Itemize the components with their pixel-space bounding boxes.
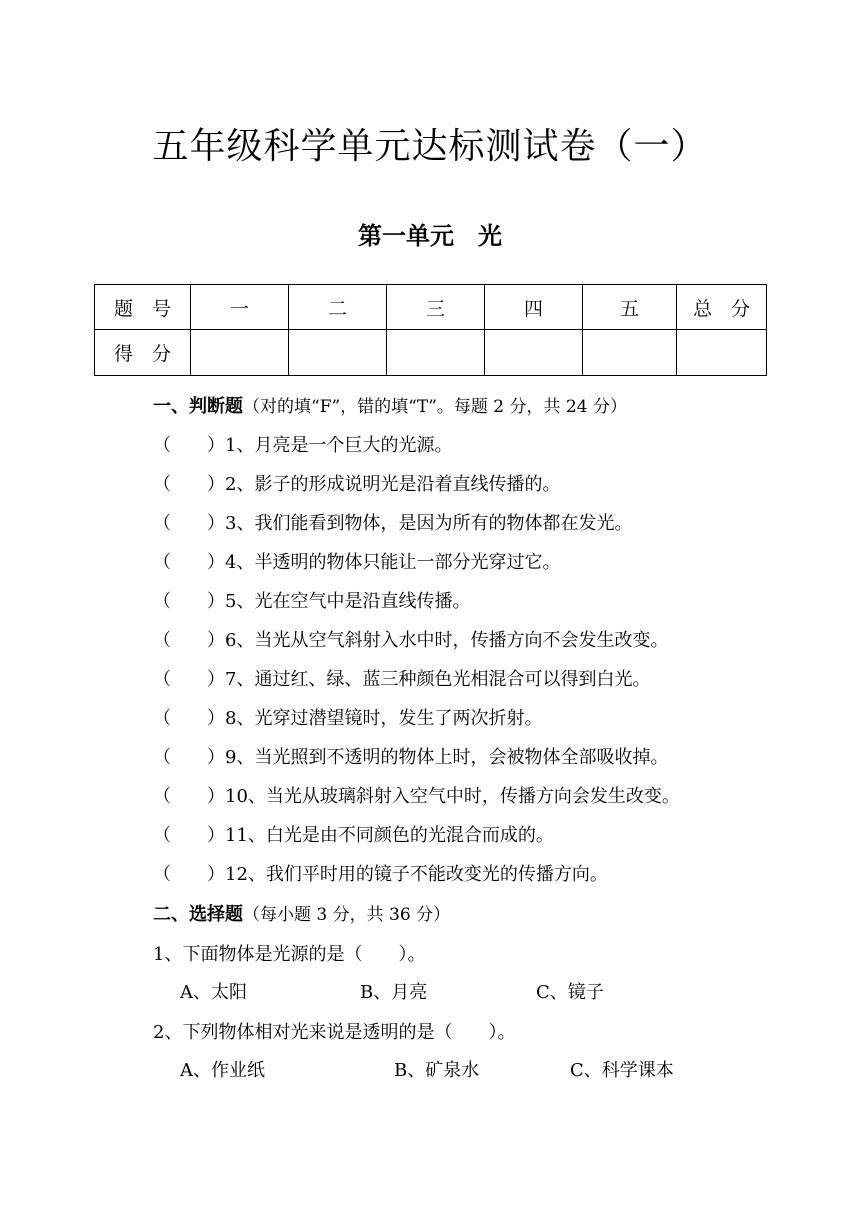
score-header-cell: 二	[289, 285, 387, 330]
page-title: 五年级科学单元达标测试卷（一）	[152, 126, 708, 167]
score-header-cell: 总 分	[677, 285, 767, 330]
score-header-cell: 一	[191, 285, 289, 330]
section1-note: （对的填“F”，错的填“T”。每题 2 分，共 24 分）	[243, 397, 627, 417]
score-entry-cell[interactable]	[583, 330, 677, 376]
mc-question-stem: 2、下列物体相对光来说是透明的是（ ）。	[153, 1022, 516, 1043]
score-table	[94, 284, 767, 376]
score-entry-cell[interactable]	[485, 330, 583, 376]
mc-option: B、月亮	[360, 982, 428, 1003]
section2-heading	[153, 900, 450, 926]
mc-option: C、镜子	[536, 982, 604, 1003]
section1-heading	[153, 392, 627, 418]
section2-title: 二、选择题	[153, 904, 243, 925]
section1-title: 一、判断题	[153, 396, 243, 417]
score-entry-cell[interactable]	[677, 330, 767, 376]
tf-question: （ ）10、当光从玻璃斜射入空气中时，传播方向会发生改变。	[153, 786, 680, 807]
mc-option: A、作业纸	[180, 1060, 265, 1081]
tf-question: （ ）12、我们平时用的镜子不能改变光的传播方向。	[153, 864, 608, 885]
score-entry-cell[interactable]	[289, 330, 387, 376]
tf-question: （ ）9、当光照到不透明的物体上时，会被物体全部吸收掉。	[153, 747, 669, 768]
score-entry-cell[interactable]	[191, 330, 289, 376]
mc-option: B、矿泉水	[394, 1060, 480, 1081]
score-header-cell: 三	[387, 285, 485, 330]
score-table-score-row	[95, 330, 767, 376]
mc-option: C、科学课本	[570, 1060, 674, 1081]
section2-note: （每小题 3 分，共 36 分）	[243, 905, 451, 925]
tf-question: （ ）2、影子的形成说明光是沿着直线传播的。	[153, 474, 561, 495]
tf-question: （ ）1、月亮是一个巨大的光源。	[153, 435, 453, 456]
score-row-label: 得 分	[95, 330, 191, 376]
tf-question: （ ）5、光在空气中是沿直线传播。	[153, 591, 471, 612]
tf-question: （ ）7、通过红、绿、蓝三种颜色光相混合可以得到白光。	[153, 669, 651, 690]
score-header-cell: 五	[583, 285, 677, 330]
mc-question-stem: 1、下面物体是光源的是（ ）。	[153, 944, 426, 965]
score-entry-cell[interactable]	[387, 330, 485, 376]
mc-option: A、太阳	[180, 982, 247, 1003]
unit-subtitle: 第一单元 光	[358, 222, 502, 250]
score-header-cell: 四	[485, 285, 583, 330]
score-header-cell: 题 号	[95, 285, 191, 330]
tf-question: （ ）8、光穿过潜望镜时，发生了两次折射。	[153, 708, 543, 729]
tf-question: （ ）4、半透明的物体只能让一部分光穿过它。	[153, 552, 561, 573]
tf-question: （ ）3、我们能看到物体，是因为所有的物体都在发光。	[153, 513, 633, 534]
score-table-header-row	[95, 285, 767, 330]
tf-question: （ ）11、白光是由不同颜色的光混合而成的。	[153, 825, 554, 846]
tf-question: （ ）6、当光从空气斜射入水中时，传播方向不会发生改变。	[153, 630, 669, 651]
